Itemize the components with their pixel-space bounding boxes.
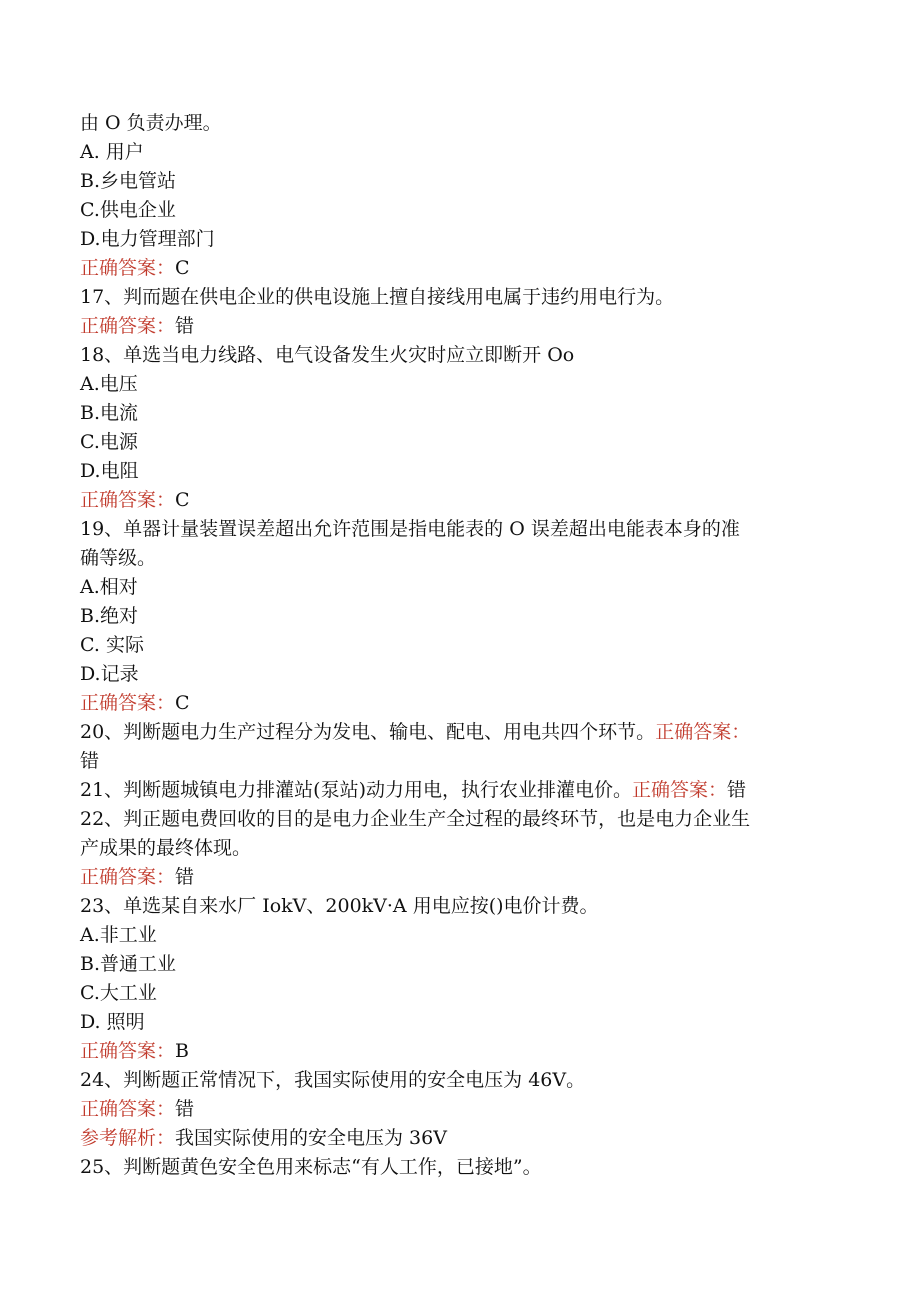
answer-label: 正确答案： (80, 315, 176, 337)
question-line: 产成果的最终体现。 (80, 837, 252, 859)
option-line: C.大工业 (80, 982, 157, 1004)
answer-label: 正确答案： (655, 721, 751, 743)
document-body (80, 109, 840, 1182)
answer-value: C (175, 692, 190, 714)
option-line: B.电流 (80, 402, 139, 424)
option-line: B.普通工业 (80, 953, 177, 975)
explanation-label: 参考解析： (80, 1127, 176, 1149)
option-line: A.相对 (80, 576, 138, 598)
question-line: 25、判断题黄色安全色用来标志“有人工作，已接地”。 (80, 1156, 542, 1178)
answer-label: 正确答案： (632, 779, 728, 801)
option-line: C.供电企业 (80, 199, 176, 221)
question-line: 18、单选当电力线路、电气设备发生火灾时应立即断开 Oo (80, 344, 575, 366)
answer-value: B (175, 1040, 189, 1062)
option-line: D.电阻 (80, 460, 139, 482)
answer-line (80, 312, 840, 341)
option-line: B.乡电管站 (80, 170, 177, 192)
option-line: D. 照明 (80, 1011, 145, 1033)
answer-label: 正确答案： (80, 1040, 176, 1062)
option-line: D.记录 (80, 663, 139, 685)
answer-label: 正确答案： (80, 692, 176, 714)
answer-value: 错 (727, 779, 747, 801)
answer-label: 正确答案： (80, 489, 176, 511)
answer-value: 错 (175, 1098, 195, 1120)
answer-label: 正确答案： (80, 1098, 176, 1120)
answer-value: 错 (175, 315, 195, 337)
question-line: 17、判而题在供电企业的供电设施上擅自接线用电属于违约用电行为。 (80, 286, 675, 308)
question-line: 24、判断题正常情况下，我国实际使用的安全电压为 46V。 (80, 1069, 586, 1091)
text-line: 由 O 负责办理。 (80, 112, 222, 134)
answer-label: 正确答案： (80, 257, 176, 279)
question-line: 23、单选某自来水厂 IokV、200kV·A 用电应按()电价计费。 (80, 895, 599, 917)
option-line: A.电压 (80, 373, 138, 395)
answer-value: C (175, 257, 190, 279)
question-line: 22、判正题电费回收的目的是电力企业生产全过程的最终环节，也是电力企业生 (80, 808, 751, 830)
answer-line: 错 (80, 750, 100, 772)
answer-line (80, 1095, 840, 1124)
question-line: 确等级。 (80, 547, 157, 569)
answer-label: 正确答案： (80, 866, 176, 888)
option-line: B.绝对 (80, 605, 139, 627)
answer-line (80, 486, 840, 515)
answer-line (80, 689, 840, 718)
question-line: 19、单器计量装置误差超出允许范围是指电能表的 O 误差超出电能表本身的准 (80, 518, 740, 540)
answer-line (80, 863, 840, 892)
option-line: C. 实际 (80, 634, 144, 656)
answer-line (80, 1037, 840, 1066)
explanation-value: 我国实际使用的安全电压为 36V (175, 1127, 447, 1149)
question-text: 21、判断题城镇电力排灌站(泵站)动力用电，执行农业排灌电价。 (80, 779, 633, 801)
answer-line (80, 254, 840, 283)
option-line: D.电力管理部门 (80, 228, 215, 250)
option-line: C.电源 (80, 431, 138, 453)
explanation-line (80, 1124, 840, 1153)
option-line: A.非工业 (80, 924, 157, 946)
answer-value: 错 (175, 866, 195, 888)
question-text: 20、判断题电力生产过程分为发电、输电、配电、用电共四个环节。 (80, 721, 656, 743)
question-line (80, 776, 840, 805)
answer-value: C (175, 489, 190, 511)
option-line: A. 用户 (80, 141, 144, 163)
question-line (80, 718, 840, 747)
